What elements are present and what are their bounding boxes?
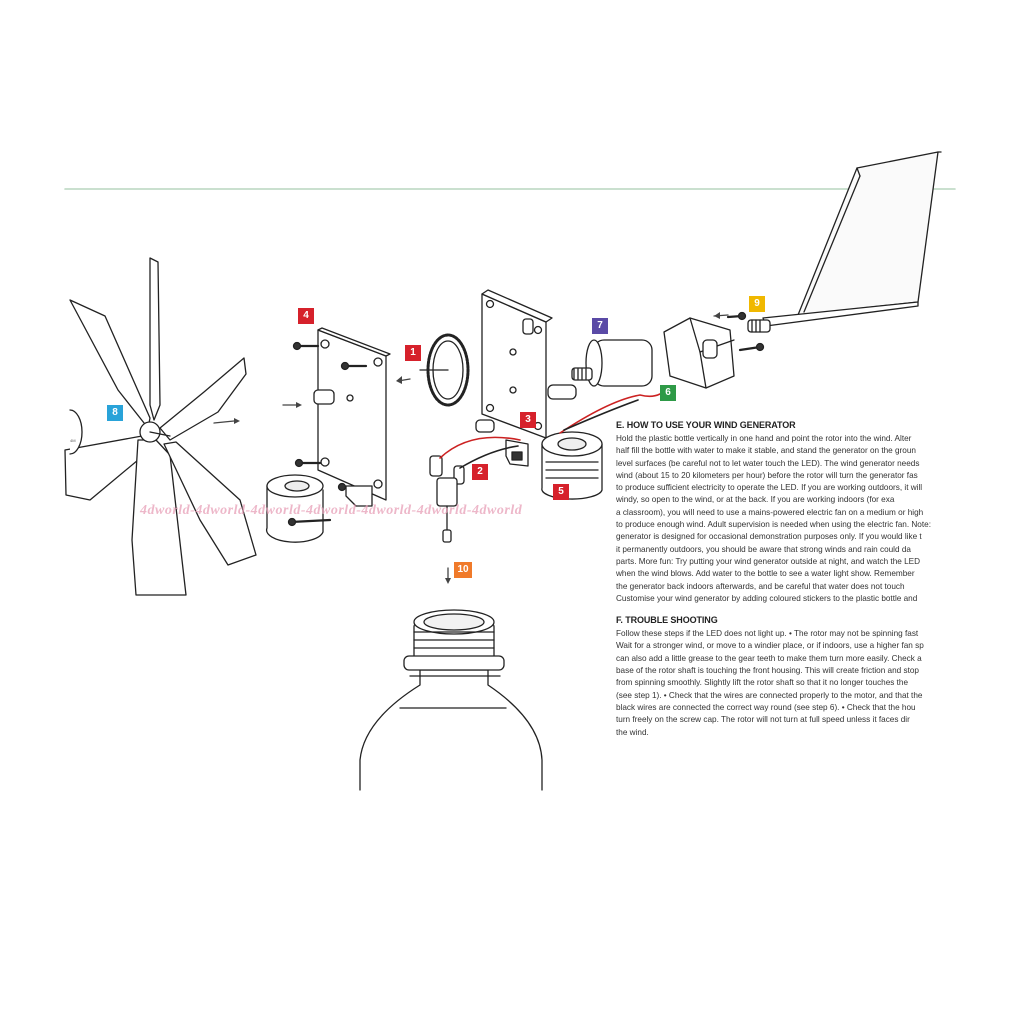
text-line: half fill the bottle with water to make it stable, and stand the generator on the groun <box>616 446 916 456</box>
watermark: 4dworld-4dworld-4dworld-4dworld-4dworld-4dworld-4dworld <box>140 503 523 518</box>
part-label-2: 2 <box>472 464 488 480</box>
led-assembly <box>430 456 464 542</box>
text-line: Hold the plastic bottle vertically in one hand and point the rotor into the wind. Alter <box>616 434 912 443</box>
section-e-heading: E. HOW TO USE YOUR WIND GENERATOR <box>616 420 796 430</box>
part-label-5: 5 <box>553 484 569 500</box>
svg-text:4M: 4M <box>70 438 76 443</box>
text-line: windy, so open to the wind, or at the back. If you are working indoors (for exa <box>616 495 895 505</box>
part-label-6: 6 <box>660 385 676 401</box>
part-label-3: 3 <box>520 412 536 428</box>
text-line: base of the rotor shaft is touching the front housing. This will create friction and stop <box>616 666 919 676</box>
text-line: black wires are connected the correct way round (see step 6). • Check that the hou <box>616 702 916 712</box>
part-label-1: 1 <box>405 345 421 361</box>
section-f-body <box>616 628 956 739</box>
part-label-8: 8 <box>107 405 123 421</box>
text-line: generator is designed for occasional demonstration purposes only. If you would like t <box>616 532 922 542</box>
part-label-9: 9 <box>749 296 765 312</box>
text-line: to produce sufficient electricity to operate the LED. If you are working outdoors, it will <box>616 483 923 493</box>
text-line: to produce enough wind. Adult supervision is needed when using the electric fan. Note: <box>616 520 931 530</box>
text-line: from spinning smoothly. Slightly lift the rotor shaft so that it no longer touches the <box>616 678 909 688</box>
gear <box>420 335 468 405</box>
instructions-text <box>616 414 956 794</box>
text-line: it permanently outdoors, you should be aware that strong winds and rain could da <box>616 544 911 554</box>
text-line: Follow these steps if the LED does not light up. • The rotor may not be spinning fast <box>616 629 919 639</box>
rotor-blades <box>65 258 256 595</box>
part-label-4: 4 <box>298 308 314 324</box>
text-line: the generator back indoors afterwards, and be careful that water does not touch <box>616 581 905 591</box>
part-label-10: 10 <box>454 562 472 578</box>
tail-vane <box>763 152 941 326</box>
text-line: wind (about 15 to 20 kilometers per hour) before the rotor will turn the generator fas <box>616 470 918 480</box>
text-line: parts. More fun: Try putting your wind generator outside at night, and watch the LED <box>616 556 921 566</box>
text-line: a classroom), you will need to use a mains-powered electric fan on a medium or high <box>616 507 924 517</box>
text-line: when the wind blows. Add water to the bottle to see a water light show. Remember <box>616 569 915 579</box>
section-f-heading: F. TROUBLE SHOOTING <box>616 615 718 626</box>
section-e-body <box>616 433 956 605</box>
text-line: can also add a little grease to the gear teeth to make them turn more easily. Check a <box>616 653 922 663</box>
text-line: Customise your wind generator by adding coloured stickers to the plastic bottle and <box>616 593 918 603</box>
tail-mount <box>664 313 770 389</box>
text-line: turn freely on the screw cap. The rotor will not turn at full speed unless it faces dir <box>616 715 910 725</box>
plastic-bottle <box>360 610 542 790</box>
part-label-7: 7 <box>592 318 608 334</box>
text-line: Wait for a stronger wind, or move to a windier place, or if indoors, use a higher fan sp <box>616 641 924 651</box>
text-line: the wind. <box>616 727 649 737</box>
text-line: level surfaces (be careful not to let water touch the LED). The wind generator needs <box>616 458 920 468</box>
motor <box>572 340 652 386</box>
text-line: (see step 1). • Check that the wires are connected properly to the motor, and that the <box>616 690 923 700</box>
